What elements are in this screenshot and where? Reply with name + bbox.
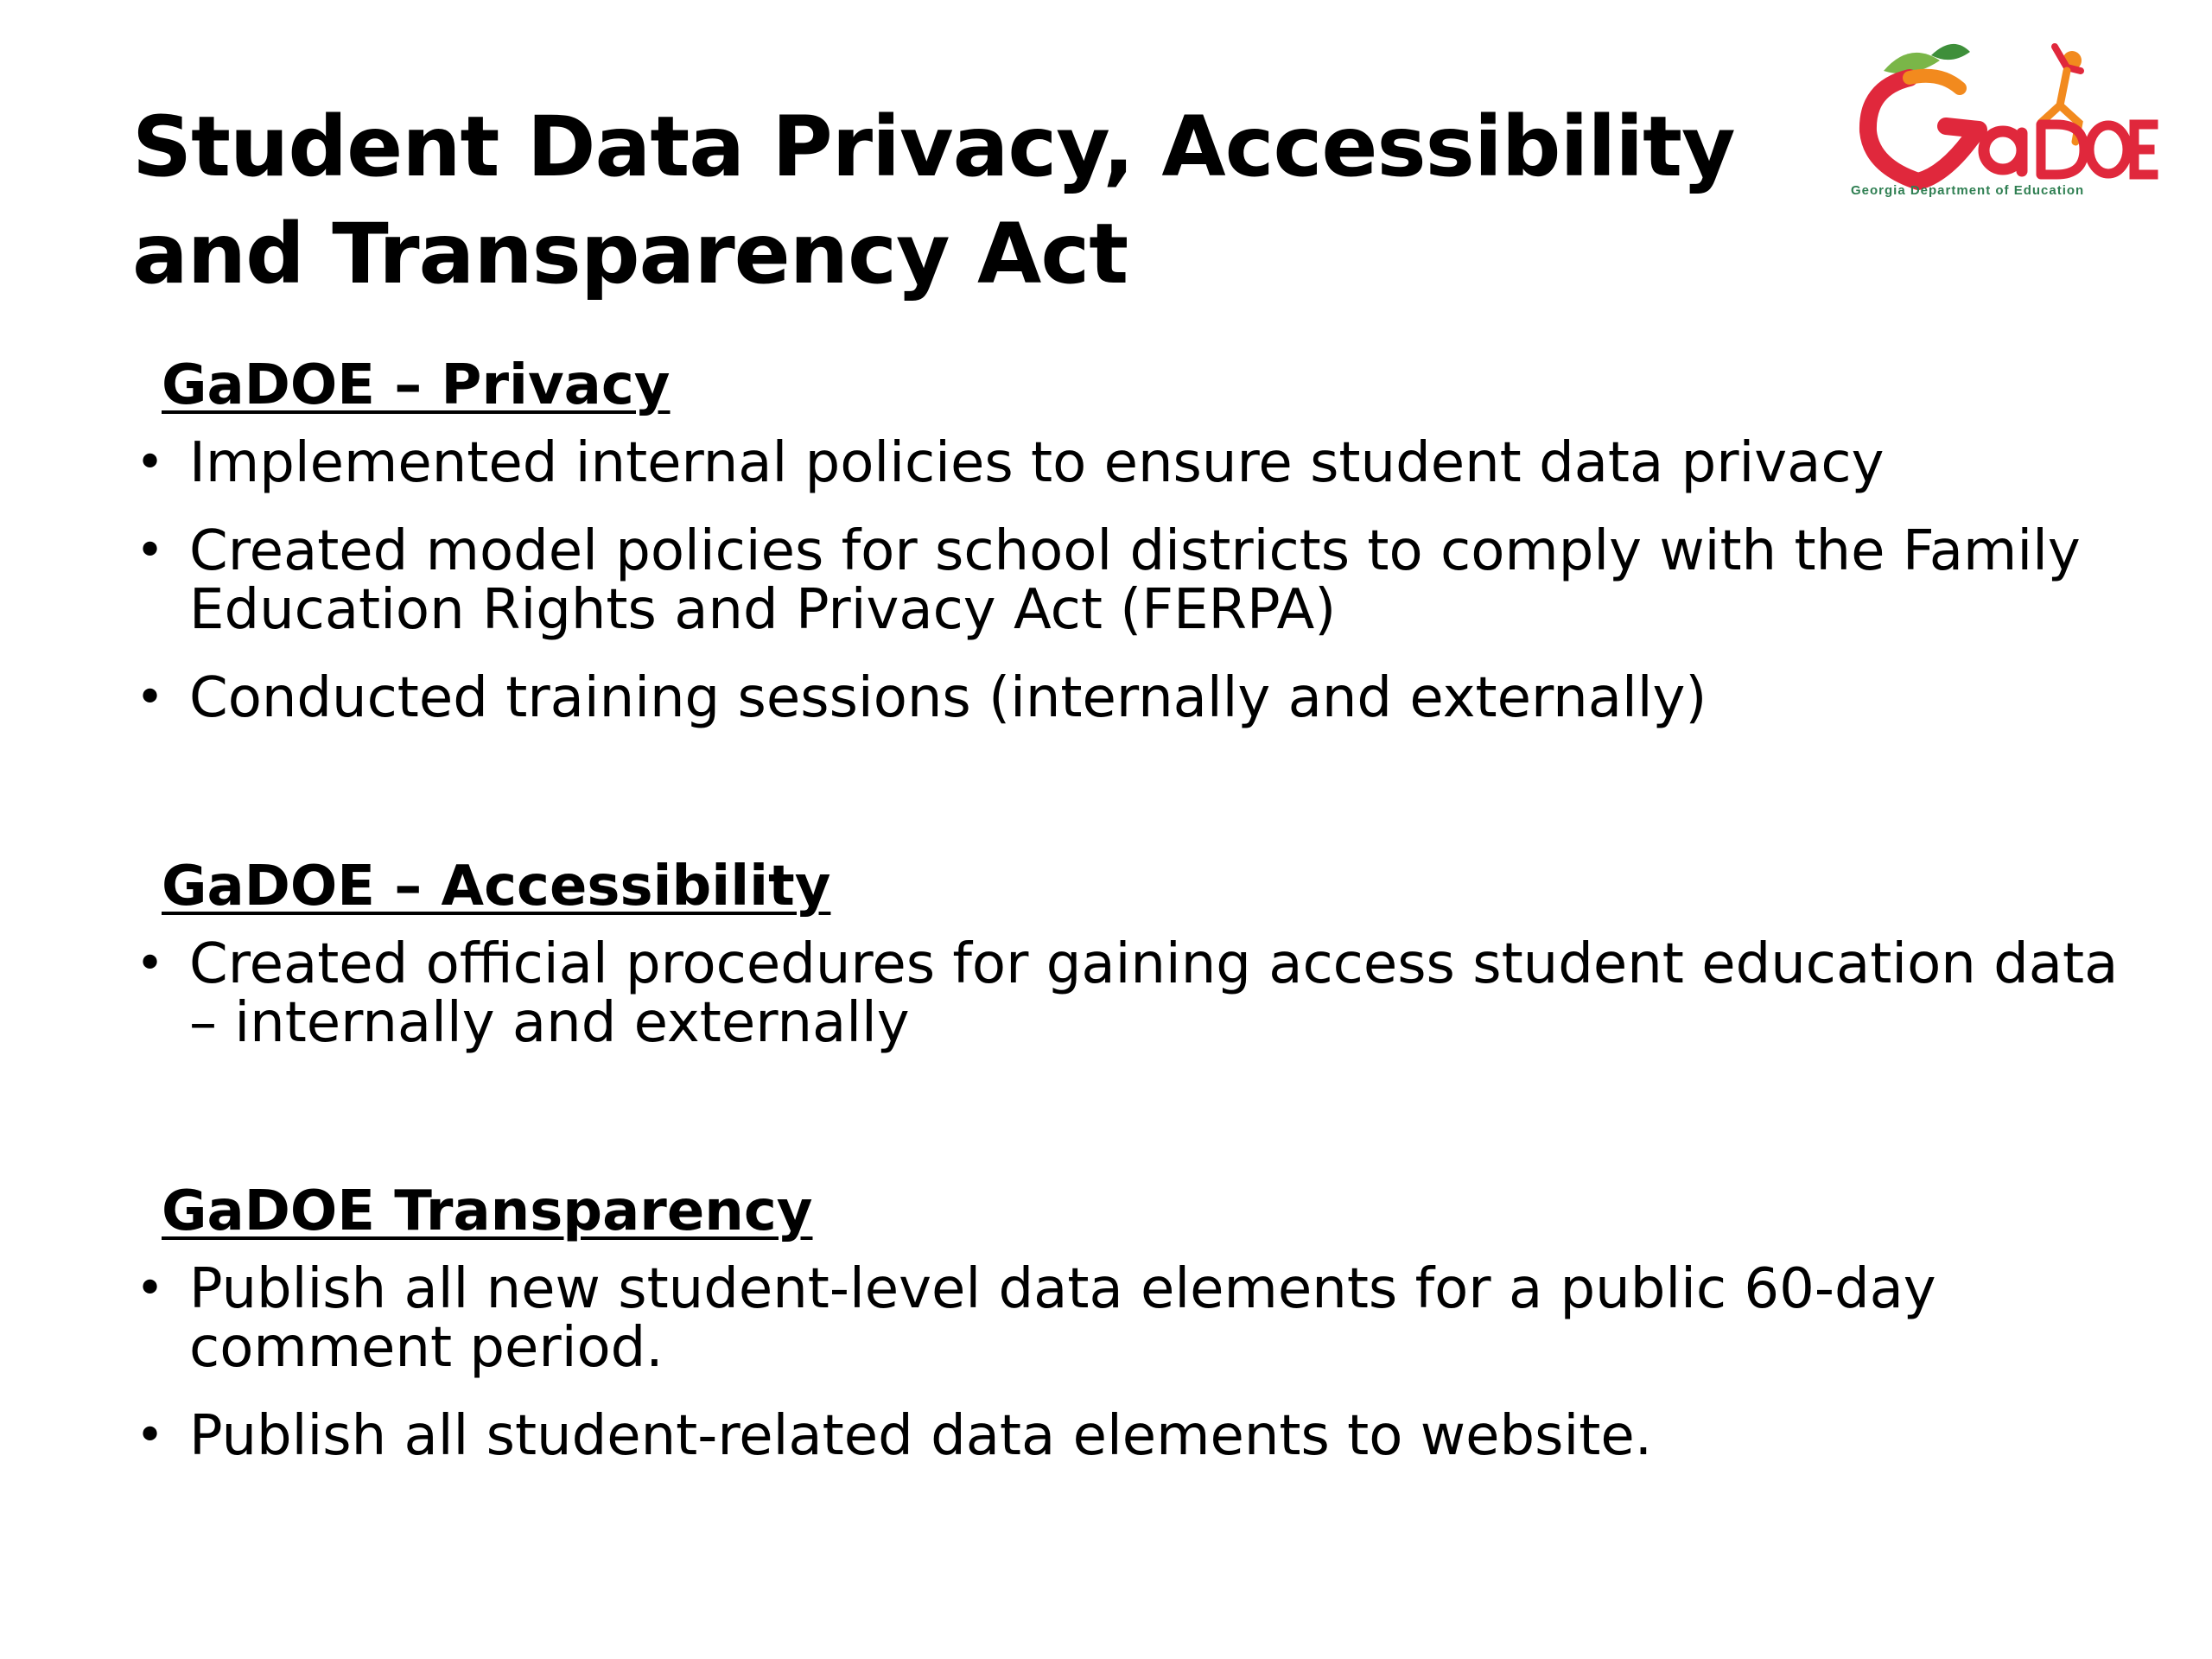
bullet-item: [132, 519, 2120, 642]
bullet-icon: •: [136, 936, 165, 992]
bullet-icon: •: [136, 435, 165, 491]
bullet-list: [132, 932, 2120, 1055]
bullet-text: Created official procedures for gaining access student education data – internally and externally: [189, 932, 2119, 1055]
bullet-text: Created model policies for school districts to comply with the Family Education Rights and Privacy Act (FERPA): [189, 519, 2081, 642]
section-heading: GaDOE – Privacy: [162, 353, 671, 417]
section-accessibility: [132, 850, 2120, 1082]
bullet-item: [132, 431, 2120, 495]
bullet-item: [132, 1257, 2120, 1380]
bullet-item: [132, 1404, 2120, 1468]
bullet-icon: •: [136, 670, 165, 726]
bullet-text: Conducted training sessions (internally and externally): [189, 666, 1707, 730]
section-privacy: [132, 349, 2120, 757]
logo-subtitle: Georgia Department of Education: [1851, 183, 2085, 198]
bullet-list: [132, 1257, 2120, 1468]
gadoe-logo: [1849, 36, 2160, 200]
slide-title: Student Data Privacy, Accessibility and Transparency Act: [132, 99, 1735, 302]
bullet-text: Publish all new student-level data elements for a public 60-day comment period.: [189, 1257, 1936, 1380]
bullet-text: Implemented internal policies to ensure student data privacy: [189, 431, 1885, 495]
bullet-item: [132, 666, 2120, 730]
bullet-icon: •: [136, 1261, 165, 1317]
bullet-item: [132, 932, 2120, 1055]
bullet-icon: •: [136, 523, 165, 579]
section-heading: GaDOE – Accessibility: [162, 855, 831, 918]
bullet-icon: •: [136, 1408, 165, 1464]
bullet-list: [132, 431, 2120, 730]
section-heading: GaDOE Transparency: [162, 1179, 813, 1243]
section-transparency: [132, 1175, 2120, 1495]
bullet-text: Publish all student-related data elements to website.: [189, 1404, 1653, 1468]
